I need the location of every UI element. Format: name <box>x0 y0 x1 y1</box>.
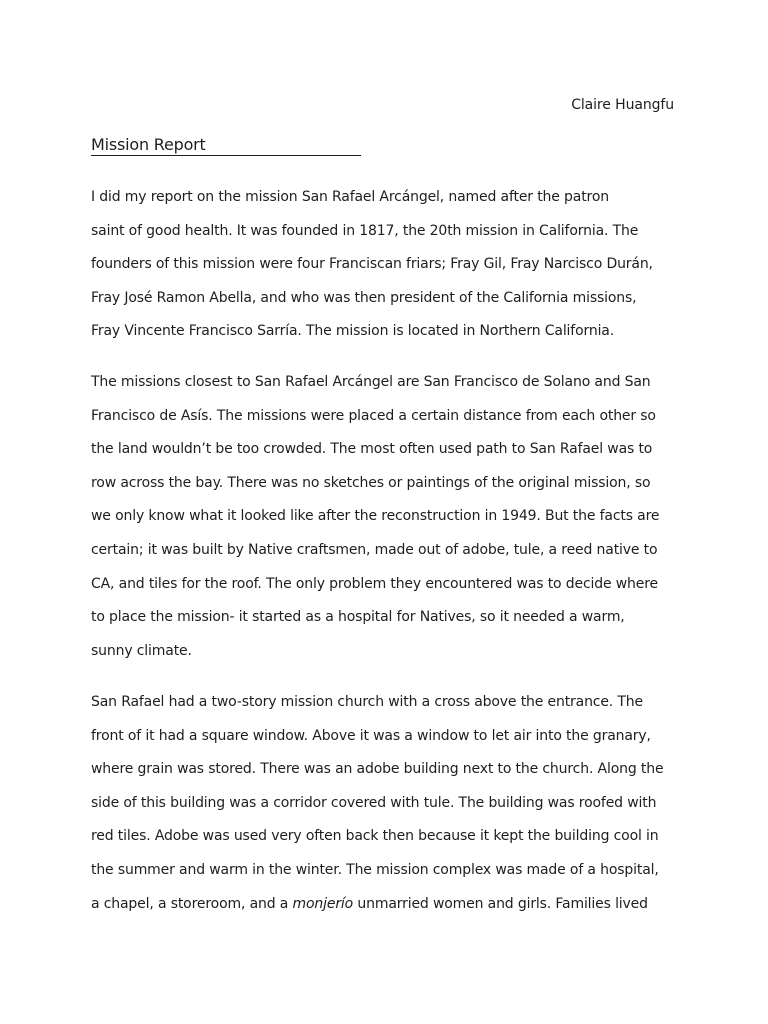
paragraph-1 <box>91 187 691 355</box>
text-line: The missions closest to San Rafael Arcángel are San Francisco de Solano and San <box>91 374 651 390</box>
text-line: saint of good health. It was founded in 1817, the 20th mission in California. The <box>91 222 639 239</box>
text-line: sunny climate. <box>91 642 192 659</box>
text-line: we only know what it looked like after the reconstruction in 1949. But the facts are <box>91 508 660 525</box>
italic-term: monjerío <box>292 895 354 912</box>
text-line: I did my report on the mission San Rafael Arcángel, named after the patron <box>91 189 609 205</box>
text-line-with-italic <box>91 894 691 928</box>
text-line: side of this building was a corridor covered with tule. The building was roofed with <box>91 794 657 811</box>
text-line: the land wouldn’t be too crowded. The most often used path to San Rafael was to <box>91 441 653 458</box>
text-line: founders of this mission were four Franciscan friars; Fray Gil, Fray Narcisco Durán, <box>91 256 653 273</box>
text-line: to place the mission- it started as a hospital for Natives, so it needed a warm, <box>91 609 625 626</box>
text-line: Francisco de Asís. The missions were placed a certain distance from each other so <box>91 407 656 424</box>
author-name: Claire Huangfu <box>571 97 674 113</box>
text-line: the summer and warm in the winter. The mission complex was made of a hospital, <box>91 861 659 878</box>
text-line: row across the bay. There was no sketches or paintings of the original mission, so <box>91 474 651 491</box>
text-segment: unmarried women and girls. Families lived <box>353 895 648 912</box>
text-segment: a chapel, a storeroom, and a <box>91 895 293 912</box>
paragraph-3 <box>91 692 691 927</box>
document-title: Mission Report <box>91 135 361 156</box>
text-line: Fray José Ramon Abella, and who was then president of the California missions, <box>91 289 637 306</box>
text-line: Fray Vincente Francisco Sarría. The mission is located in Northern California. <box>91 323 615 340</box>
text-line: where grain was stored. There was an adobe building next to the church. Along the <box>91 761 664 778</box>
text-line: CA, and tiles for the roof. The only problem they encountered was to decide where <box>91 575 658 592</box>
text-line: front of it had a square window. Above it was a window to let air into the granary, <box>91 727 651 744</box>
text-line: San Rafael had a two-story mission church with a cross above the entrance. The <box>91 694 643 710</box>
text-line: certain; it was built by Native craftsmen, made out of adobe, tule, a reed native to <box>91 541 658 558</box>
paragraph-2 <box>91 372 691 674</box>
text-line: red tiles. Adobe was used very often back then because it kept the building cool in <box>91 828 659 845</box>
